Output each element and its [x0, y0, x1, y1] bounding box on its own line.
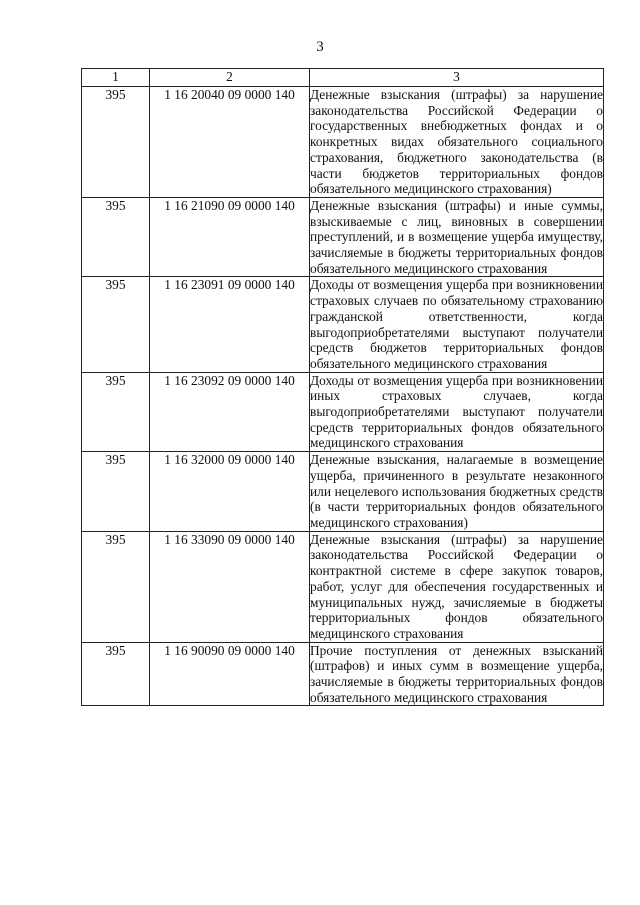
table-body [82, 87, 604, 706]
admin-code-cell: 395 [82, 277, 150, 372]
column-header-1: 1 [82, 69, 150, 87]
revenue-name-cell: Денежные взыскания (штрафы) и иные суммы, взыскиваемые с лиц, виновных в совершении преступлений, и в возмещение ущерба имуществу, зачисляемые в бюджеты территориальных фондов обязательного медицинского страхования [310, 197, 603, 276]
admin-code-cell: 395 [82, 642, 150, 706]
table-row [82, 452, 604, 532]
kbk-code-cell: 1 16 33090 09 0000 140 [150, 531, 310, 642]
table-row [82, 372, 604, 452]
revenue-codes-table [81, 68, 604, 706]
kbk-code-cell: 1 16 21090 09 0000 140 [150, 197, 310, 277]
kbk-code-cell: 1 16 90090 09 0000 140 [150, 642, 310, 706]
revenue-name-cell: Денежные взыскания (штрафы) за нарушение законодательства Российской Федерации о контрактной системе в сфере закупок товаров, работ, услуг для обеспечения государственных и муниципальных нужд, зачисляемые в бюджеты территориальных фондов обязательного медицинского страхования [310, 531, 603, 641]
table-row [82, 197, 604, 277]
revenue-name-cell: Прочие поступления от денежных взысканий (штрафов) и иных сумм в возмещение ущерба, зачисляемые в бюджеты территориальных фондов обязательного медицинского страхования [310, 642, 603, 705]
admin-code-cell: 395 [82, 197, 150, 277]
revenue-name-cell: Доходы от возмещения ущерба при возникновении страховых случаев по обязательному страхованию гражданской ответственности, когда выгодоприобретателями выступают получатели средств бюджетов территориальных фондов обязательного медицинского страхования [310, 277, 603, 371]
revenue-name-cell: Доходы от возмещения ущерба при возникновении иных страховых случаев, когда выгодоприобретателями выступают получатели средств территориальных фондов обязательного медицинского страхования [310, 372, 603, 451]
table-row [82, 642, 604, 706]
admin-code-cell: 395 [82, 531, 150, 642]
kbk-code-cell: 1 16 23092 09 0000 140 [150, 372, 310, 452]
kbk-code-cell: 1 16 23091 09 0000 140 [150, 277, 310, 372]
column-header-2: 2 [150, 69, 310, 87]
table-row [82, 277, 604, 372]
kbk-code-cell: 1 16 20040 09 0000 140 [150, 87, 310, 198]
kbk-code-cell: 1 16 32000 09 0000 140 [150, 452, 310, 532]
revenue-name-cell: Денежные взыскания (штрафы) за нарушение законодательства Российской Федерации о государственных внебюджетных фондах и о конкретных видах обязательного социального страхования, бюджетного законодательства (в части бюджетов территориальных фондов обязательного медицинского страхования) [310, 87, 603, 197]
revenue-name-cell: Денежные взыскания, налагаемые в возмещение ущерба, причиненного в результате незаконного или нецелевого использования бюджетных средств (в части территориальных фондов обязательного медицинского страхования) [310, 452, 603, 530]
admin-code-cell: 395 [82, 87, 150, 198]
header-row [82, 69, 604, 87]
admin-code-cell: 395 [82, 452, 150, 532]
admin-code-cell: 395 [82, 372, 150, 452]
column-header-3: 3 [310, 69, 604, 87]
table-row [82, 531, 604, 642]
table-row [82, 87, 604, 198]
table-header [82, 69, 604, 87]
page-number: 3 [316, 39, 324, 55]
